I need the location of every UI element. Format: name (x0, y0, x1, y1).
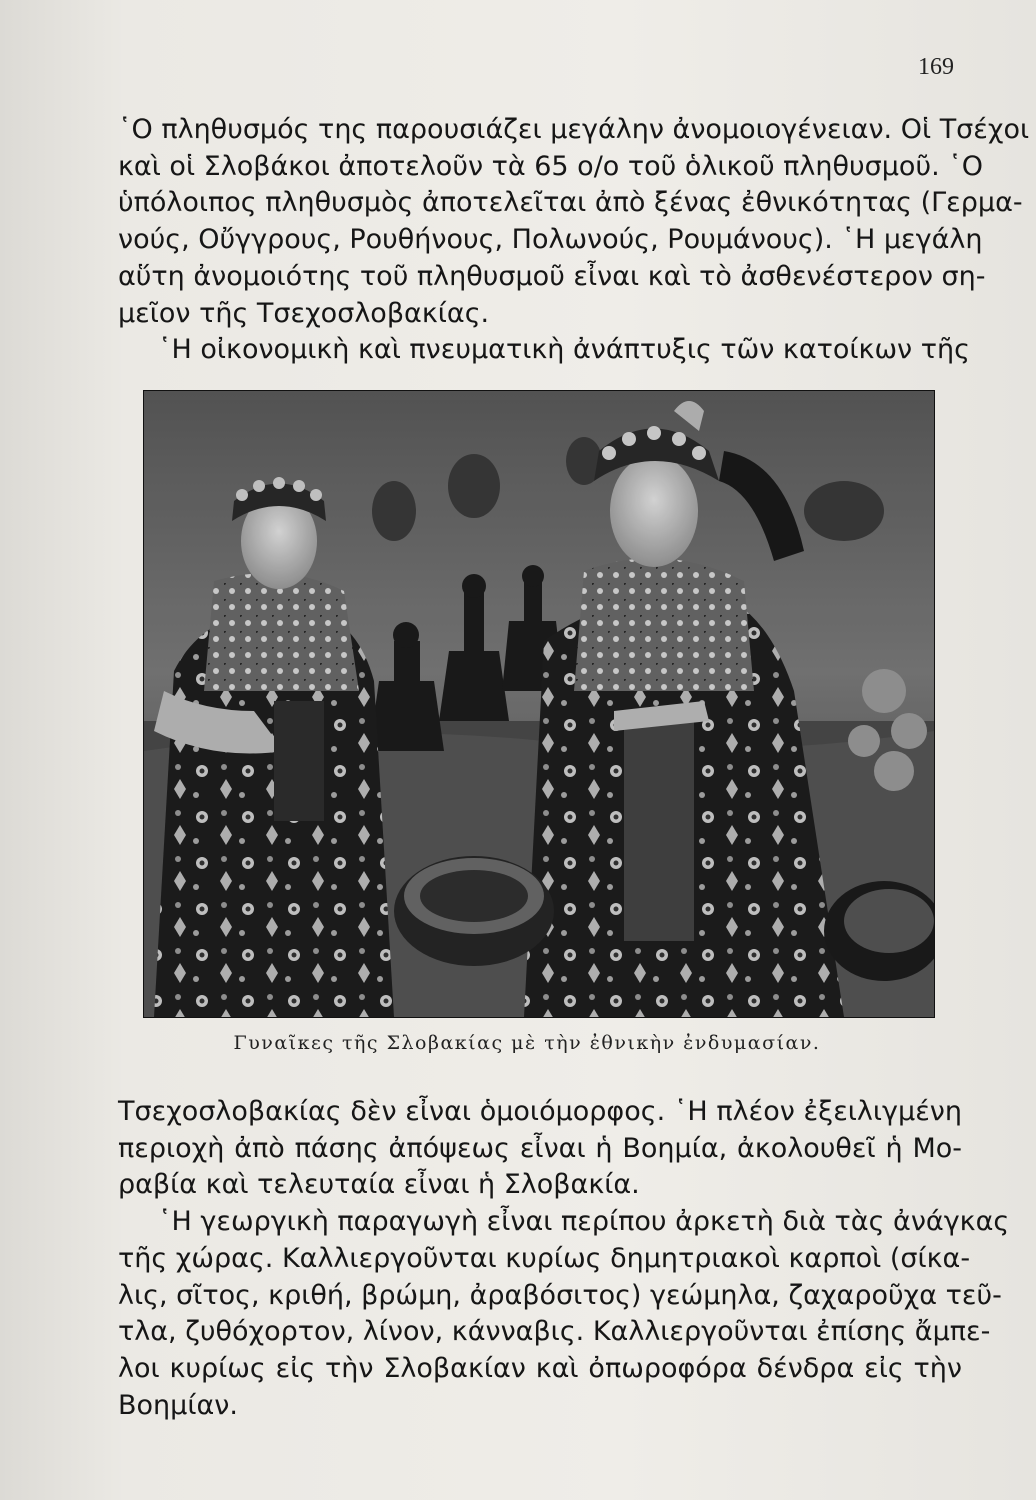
paragraph-population (118, 112, 1030, 369)
page-number: 169 (918, 54, 954, 80)
text-line: Βοημίαν. (118, 1389, 238, 1421)
text-line: ῾Ο πληθυσμός της παρουσιάζει μεγάλην ἀνομοιογένειαν. Οἱ Τσέχοι (118, 114, 1030, 145)
text-line: καὶ οἱ Σλοβάκοι ἀποτελοῦν τὰ 65 ο/ο τοῦ ὁλικοῦ πληθυσμοῦ. ῾Ο (118, 150, 983, 182)
text-line: λοι κυρίως εἰς τὴν Σλοβακίαν καὶ ὀπωροφόρα δένδρα εἰς τὴν (118, 1352, 962, 1384)
text-line: νούς, Οὔγγρους, Ρουθήνους, Πολωνούς, Ρουμάνους). ῾Η μεγάλη (118, 224, 983, 256)
figure-caption: Γυναῖκες τῆς Σλοβακίας μὲ τὴν ἐθνικὴν ἐνδυμασίαν. (233, 1032, 821, 1054)
text-line: τῆς χώρας. Καλλιεργοῦνται κυρίως δημητριακοὶ καρποὶ (σίκα- (118, 1242, 971, 1274)
text-line: Τσεχοσλοβακίας δὲν εἶναι ὁμοιόμορφος. ῾Η πλέον ἐξειλιγμένη (118, 1096, 962, 1127)
text-line: ὑπόλοιπος πληθυσμὸς ἀποτελεῖται ἀπὸ ξένας ἐθνικότητας (Γερμα- (118, 187, 1023, 219)
photo-slovak-women-national-costume (143, 390, 935, 1018)
text-line: μεῖον τῆς Τσεχοσλοβακίας. (118, 297, 490, 329)
photo-illustration (144, 391, 934, 1017)
text-line: λις, σῖτος, κριθή, βρώμη, ἀραβόσιτος) γεώμηλα, ζαχαροῦχα τεῦ- (118, 1279, 1002, 1311)
text-line: ῾Η οἰκονομικὴ καὶ πνευματικὴ ἀνάπτυξις τῶν κατοίκων τῆς (158, 334, 970, 366)
text-line: ῾Η γεωργικὴ παραγωγὴ εἶναι περίπου ἀρκετὴ διὰ τὰς ἀνάγκας (158, 1206, 1010, 1238)
text-line: τλα, ζυθόχορτον, λίνον, κάνναβις. Καλλιεργοῦνται ἐπίσης ἄμπε- (118, 1316, 991, 1348)
text-line: αὕτη ἀνομοιότης τοῦ πληθυσμοῦ εἶναι καὶ τὸ ἀσθενέστερον ση- (118, 260, 986, 292)
text-line: ραβία καὶ τελευταία εἶναι ἡ Σλοβακία. (118, 1169, 640, 1201)
text-line: περιοχὴ ἀπὸ πάσης ἀπόψεως εἶναι ἡ Βοημία, ἀκολουθεῖ ἡ Μο- (118, 1132, 962, 1164)
paragraph-development-agriculture (118, 1094, 1010, 1424)
